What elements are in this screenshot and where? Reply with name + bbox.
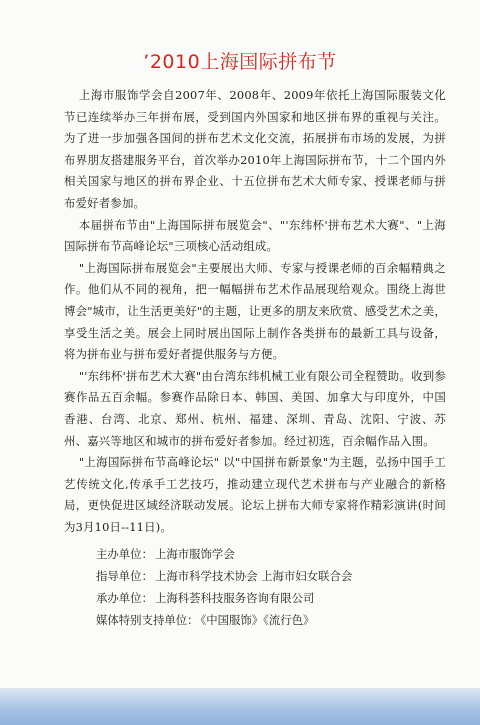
organizer-credits	[96, 543, 352, 631]
paragraph-events: 本届拼布节由"上海国际拼布展览会"、"'东纬杯'拼布艺术大赛"、"上海国际拼布节高峰论坛"三项核心活动组成。	[64, 217, 446, 254]
article-body	[64, 85, 446, 538]
credit-label: 承办单位：	[96, 591, 153, 605]
credit-value: 上海市服饰学会	[154, 547, 235, 561]
credit-value: 上海科荟科技服务咨询有限公司	[154, 591, 315, 605]
paragraph-intro: 上海市服饰学会自2007年、2008年、2009年依托上海国际服装文化节已连续举办三年拼布展，受到国内外国家和地区拼布界的重视与关注。为了进一步加强各国间的拼布艺术文化交流，拓展拼布市场的发展，为拼布界朋友搭建服务平台，首次举办2010年上海国际拼布节，十二个国内外相关国家与地区的拼布界企业、十五位拼布艺术大师专家、授课老师与拼布爱好者参加。	[64, 88, 446, 210]
credit-label: 指导单位：	[96, 569, 153, 583]
credit-label: 主办单位：	[96, 547, 153, 561]
paragraph-exhibition: "上海国际拼布展览会"主要展出大师、专家与授课老师的百余幅精典之作。他们从不同的视角，把一幅幅拼布艺术作品展现给观众。围绕上海世博会"城市，让生活更美好"的主题，让更多的朋友来欣赏、感受艺术之美，享受生活之美。展会上同时展出国际上制作各类拼布的最新工具与设备，将为拼布业与拼布爱好者提供服务与方便。	[64, 260, 446, 362]
credit-media	[96, 609, 352, 631]
credit-value: 上海市科学技术协会 上海市妇女联合会	[154, 569, 353, 583]
footer-color-band	[0, 688, 480, 725]
paragraph-forum: "上海国际拼布节高峰论坛" 以"中国拼布新景象"为主题，弘扬中国手工艺传统文化,传承手工艺技巧，推动建立现代艺术拼布与产业融合的新格局，更快促进区域经济联动发展。论坛上拼布大师专家将作精彩演讲(时间为3月10日--11日)。	[64, 455, 446, 534]
paragraph-contest: "'东纬杯'拼布艺术大赛"由台湾东纬机械工业有限公司全程赞助。收到参赛作品五百余幅。参赛作品除日本、韩国、美国、加拿大与印度外，中国香港、台湾、北京、郑州、杭州、福建、深圳、青岛、沈阳、宁波、苏州、嘉兴等地区和城市的拼布爱好者参加。经过初选，百余幅作品入围。	[64, 368, 446, 448]
page-title: ’2010上海国际拼布节	[143, 50, 337, 73]
credit-host	[96, 543, 352, 565]
credit-label: 媒体特别支持单位：	[96, 613, 199, 627]
credit-guidance	[96, 565, 352, 587]
credit-value: 《中国服饰》《流行色》	[200, 613, 315, 627]
credit-organizer	[96, 587, 352, 609]
